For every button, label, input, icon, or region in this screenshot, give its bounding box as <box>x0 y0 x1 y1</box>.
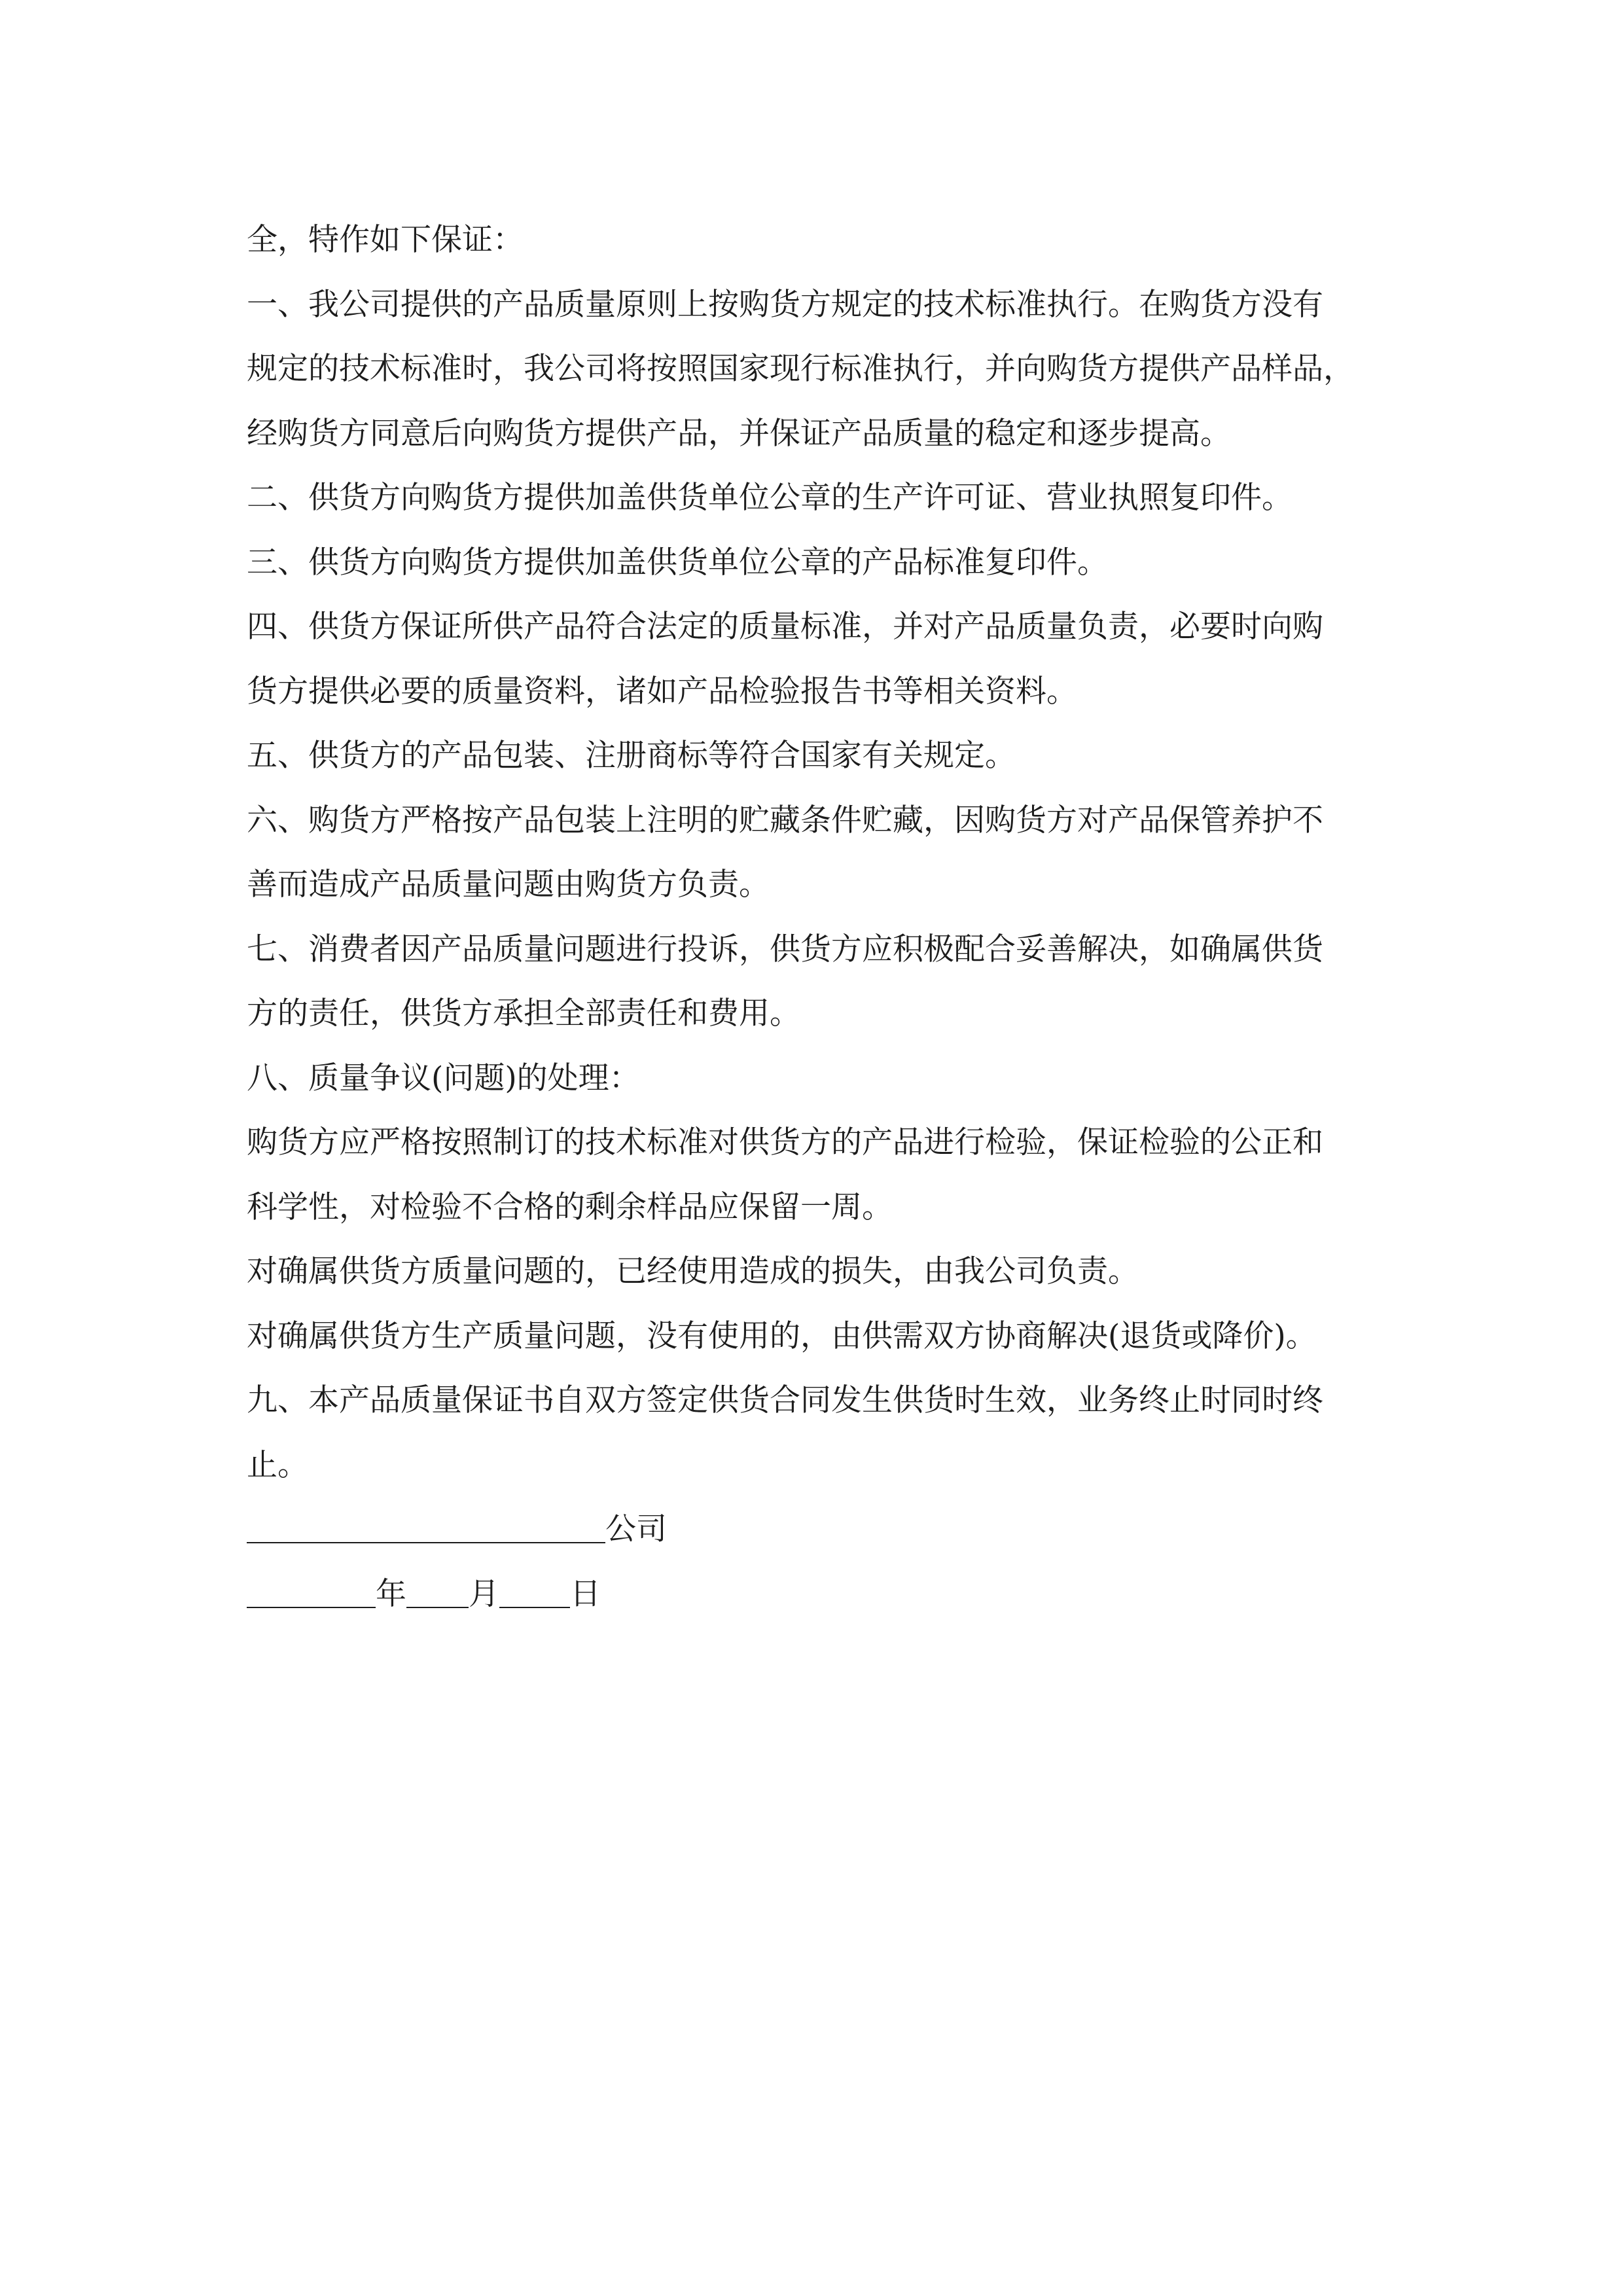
text-line: 全，特作如下保证： <box>247 222 524 258</box>
company-suffix: 公司 <box>605 1511 667 1547</box>
text-line: 止。 <box>247 1446 308 1483</box>
text-line: 购货方应严格按照制订的技术标准对供货方的产品进行检验，保证检验的公正和 <box>247 1124 1323 1160</box>
text-line: 三、供货方向购货方提供加盖供货单位公章的产品标准复印件。 <box>247 544 1108 581</box>
day-label: 日 <box>570 1575 601 1612</box>
text-line: 规定的技术标准时，我公司将按照国家现行标准执行，并向购货方提供产品样品， <box>247 351 1354 387</box>
company-signature-line <box>247 1498 1385 1562</box>
document-body <box>247 208 1385 1626</box>
date-line <box>247 1562 1385 1627</box>
text-line: 九、本产品质量保证书自双方签定供货合同发生供货时生效，业务终止时同时终 <box>247 1382 1323 1418</box>
text-line: 六、购货方严格按产品包装上注明的贮藏条件贮藏，因购货方对产品保管养护不 <box>247 802 1323 838</box>
year-label: 年 <box>376 1575 406 1612</box>
text-line: 一、我公司提供的产品质量原则上按购货方规定的技术标准执行。在购货方没有 <box>247 286 1323 323</box>
text-line: 货方提供必要的质量资料，诸如产品检验报告书等相关资料。 <box>247 673 1077 709</box>
text-line: 对确属供货方质量问题的，已经使用造成的损失，由我公司负责。 <box>247 1253 1139 1289</box>
text-line: 二、供货方向购货方提供加盖供货单位公章的生产许可证、营业执照复印件。 <box>247 480 1293 516</box>
month-label: 月 <box>469 1575 499 1612</box>
text-line: 五、供货方的产品包装、注册商标等符合国家有关规定。 <box>247 738 1016 774</box>
text-line: 对确属供货方生产质量问题，没有使用的，由供需双方协商解决(退货或降价)。 <box>247 1318 1317 1354</box>
text-line: 八、质量争议(问题)的处理： <box>247 1060 640 1096</box>
text-line: 经购货方同意后向购货方提供产品，并保证产品质量的稳定和逐步提高。 <box>247 415 1231 452</box>
text-line: 善而造成产品质量问题由购货方负责。 <box>247 867 770 903</box>
text-line: 七、消费者因产品质量问题进行投诉，供货方应积极配合妥善解决，如确属供货 <box>247 931 1323 967</box>
day-blank <box>499 1581 570 1608</box>
company-name-blank <box>247 1516 605 1543</box>
year-blank <box>247 1581 376 1608</box>
text-line: 科学性，对检验不合格的剩余样品应保留一周。 <box>247 1189 893 1225</box>
text-line: 方的责任，供货方承担全部责任和费用。 <box>247 996 800 1031</box>
text-line: 四、供货方保证所供产品符合法定的质量标准，并对产品质量负责，必要时向购 <box>247 609 1323 645</box>
month-blank <box>406 1581 469 1608</box>
